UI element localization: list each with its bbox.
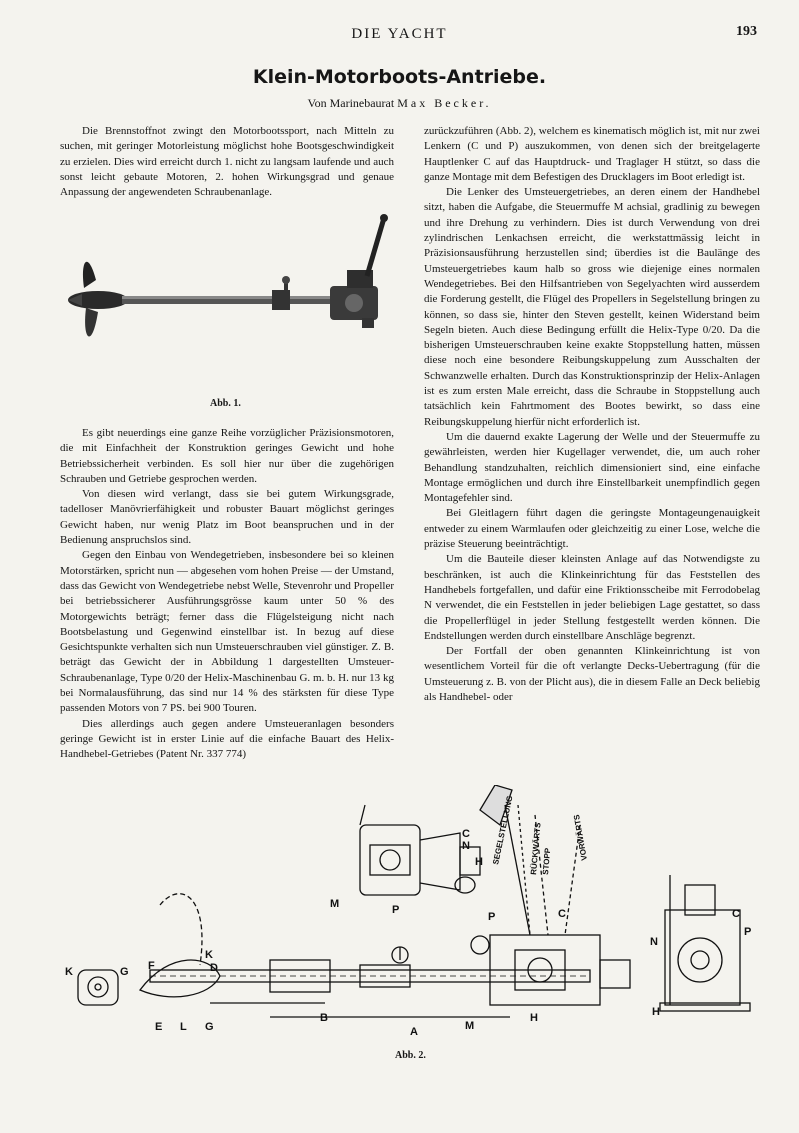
figure-1-propeller-unit	[62, 210, 392, 370]
label-C-top: C	[462, 828, 470, 840]
label-F: F	[148, 960, 155, 972]
page-number: 193	[736, 24, 757, 39]
label-N-side: N	[650, 936, 658, 948]
label-C-side: C	[732, 908, 740, 920]
label-G: G	[205, 1021, 214, 1033]
left-column-body	[60, 426, 394, 763]
label-H: H	[530, 1012, 538, 1024]
label-G-left: G	[120, 966, 129, 978]
label-H-side: H	[652, 1006, 660, 1018]
figure-2-caption: Abb. 2.	[395, 1050, 426, 1061]
paragraph: Von diesen wird verlangt, dass sie bei gutem Wirkungsgrade, tadelloser Manövrierfähigkeit und robuster Bauart möglichst geringes Gewicht haben, nur wenig Platz im Boot beanspruchen und in der Bedienung anspruchslos sind.	[60, 488, 394, 547]
label-A: A	[410, 1026, 418, 1035]
byline	[0, 96, 799, 111]
running-head: DIE YACHT	[351, 26, 448, 42]
label-segelstellung: SEGELSTELLUNG	[491, 794, 515, 866]
label-rueckwaerts: RÜCKWÄRTS	[529, 822, 543, 876]
label-K-left: K	[65, 966, 73, 978]
paragraph: Es gibt neuerdings eine ganze Reihe vorzüglicher Präzisionsmotoren, die mit Einfachheit der Konstruktion geringes Gewicht und hohe Betriebssicherheit verbinden. Es soll hier nur über die zugehörigen Schrauben und Getriebe gesprochen werden.	[60, 427, 394, 485]
label-C: C	[558, 908, 566, 920]
left-column-intro	[60, 124, 394, 200]
figure-1-caption: Abb. 1.	[210, 398, 241, 409]
label-P-top: P	[392, 904, 400, 916]
label-P: P	[488, 911, 496, 923]
paragraph: Bei Gleitlagern führt dagen die geringste Montageungenauigkeit entweder zu einem Warmlaufen oder gleichzeitig zu einer Lose, welche die präzise Steuerung beeinträchtigt.	[424, 507, 760, 551]
paragraph: Gegen den Einbau von Wendegetrieben, insbesondere bei so kleinen Motorstärken, spricht nun — abgesehen vom hohen Preise — der Umstand, dass das Gewicht von Wendegetriebe nebst Welle, Stevenrohr und Propeller bei betriebssicherer Ausführungsgrösse kaum unter 50 % des Motorgewichts beträgt; ferner dass die Flügelsteigung nicht nach Bootsbelastung und Gegenwind einstellbar ist. In bezug auf diese Gesichtspunkte verhalten sich nun Umsteuerschrauben viel günstiger. Z. B. beträgt das Gewicht der in Abbildung 1 dargestellten Umsteuer-Schraubenanlage, Type 0/20 der Helix-Maschinenbau G. m. b. H. nur 13 kg bei Normalausführung, das sind nur 14 % des stärksten für diese Type passenden Motors von 7 PS. bei 900 Touren.	[60, 549, 394, 715]
paragraph: Dies allerdings auch gegen andere Umsteueranlagen besonders geringe Gewicht ist in erster Linie auf die einfache Bauart des Helix-Handhebel-Getriebes (Patent Nr. 337 774)	[60, 717, 394, 761]
article-title: Klein-Motorboots-Antriebe.	[252, 66, 547, 88]
label-vorwaerts: VORWÄRTS	[572, 813, 589, 862]
byline-author: Max Becker.	[397, 96, 492, 110]
label-K: K	[205, 949, 213, 961]
label-H-top: H	[475, 856, 483, 868]
byline-prefix: Von Marinebaurat	[307, 96, 395, 110]
label-M-top: M	[330, 898, 340, 910]
label-L: L	[180, 1021, 187, 1033]
paragraph: Um die Bauteile dieser kleinsten Anlage auf das Notwendigste zu beschränken, ist auch die Klinkeinrichtung für das Feststellen des Handhebels fortgefallen, und dafür eine Friktionsscheibe mit Ferrodobelag N verwendet, die ein Feststellen in jeder beliebigen Lage gestattet, so dass die Propellerflügel in jeder Stellung festgestellt werden können. Die Endstellungen werden durch einstellbare Anschläge begrenzt.	[424, 553, 760, 642]
paragraph: zurückzuführen (Abb. 2), welchem es kinematisch möglich ist, mit nur zwei Lenkern (C und P) auszukommen, von denen sich der breitgelagerte Hauptlenker C auf das Hauptdruck- und Traglager H stützt, so dass die ganze Montage mit dem Befestigen des Drucklagers im Boot erledigt ist.	[424, 125, 760, 183]
paragraph: Der Fortfall der oben genannten Klinkeinrichtung ist von wesentlichem Vorteil für die oft verlangte Decks-Uebertragung (für die Umsteuerung z. B. von der Plicht aus), die in diesem Falle an Deck beliebig als Handhebel- oder	[424, 645, 760, 703]
paragraph: Die Lenker des Umsteuergetriebes, an deren einem der Handhebel sitzt, haben die Aufgabe, die Steuermuffe M achsial, gradlinig zu bewegen und ihre Drehung zu verhindern. Dies ist durch Verwendung von drei zylindrischen Lenkachsen erreicht, die werkstattmässig leicht in Präzisionsausführung herzustellen sind; überdies ist die Baulänge des Umsteuergetriebes kaum halb so gross wie diejenige eines normalen Wendegetriebes. Bei den Hilfsantrieben von Segelyachten wird ausserdem die Forderung gestellt, die Flügel des Propellers in Segelstellung bringen zu können, so dass sie, hinter den Steven gestellt, keinen Widerstand beim Segeln bieten. Auch diese Bedingung erfüllt die Helix-Type 0/20. Da die bisherigen Umsteuerschrauben keine exakte Stoppstellung hatten, müssen diese noch eine besondere Reibungskuppelung zum Ausschalten der Schwanzwelle erhalten. Durch das Konstruktionsprinzip der Helix-Anlagen ist es zum ersten Male erreicht, dass die Schraube in Stoppstellung auch tatsächlich kein Fahrtmoment des Bootes bewirkt, so dass eine Reibungskuppelung hierfür nicht erforderlich ist.	[424, 186, 760, 428]
label-M: M	[465, 1020, 475, 1032]
right-column-body	[424, 124, 760, 705]
paragraph: Die Brennstoffnot zwingt den Motorbootssport, nach Mitteln zu suchen, mit geringer Motorleistung möglichst hohe Bootsgeschwindigkeit zu erzielen. Dies wird erreicht durch 1. nicht zu langsam laufende und auch sonst leicht gebaute Motoren, 2. hohen Wirkungsgrad und genaue Anpassung der angewendeten Schraubenanlage.	[60, 125, 394, 199]
label-P-side: P	[744, 926, 752, 938]
label-B: B	[320, 1012, 328, 1024]
label-E: E	[155, 1021, 163, 1033]
label-stopp: STOPP	[541, 847, 553, 876]
paragraph: Um die dauernd exakte Lagerung der Welle und der Steuermuffe zu gewährleisten, werden hier Kugellager verwendet, die, um auch roher Behandlung standzuhalten, reichlich dimensioniert sind, eine einfache Montage ermöglichen und durch ihre Einstellbarkeit unempfindlich gegen Montagefehler sind.	[424, 430, 760, 505]
figure-2-technical-drawing	[60, 785, 760, 1035]
label-D: D	[210, 962, 218, 974]
label-N-top: N	[462, 840, 470, 852]
